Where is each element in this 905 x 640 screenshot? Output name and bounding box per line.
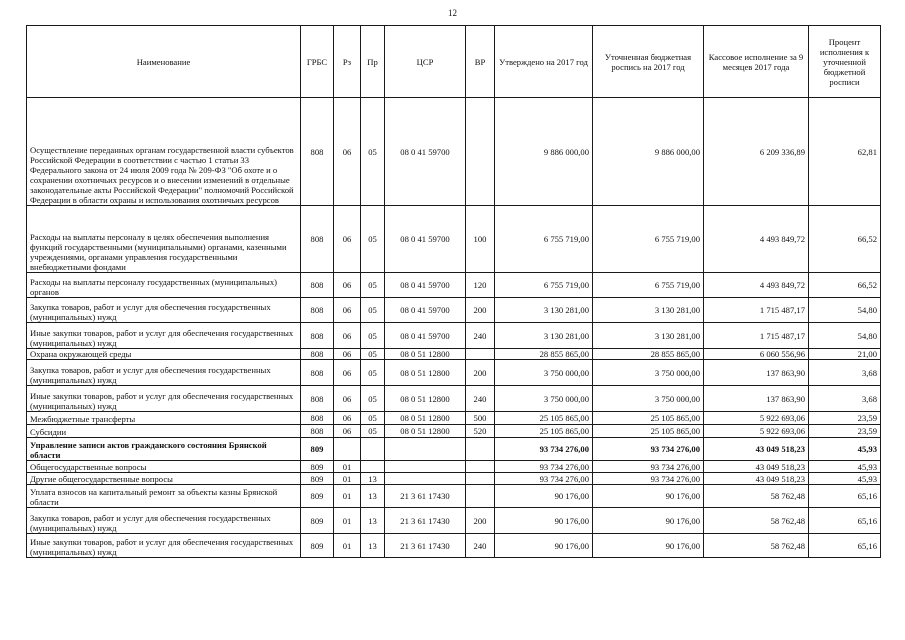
row-cash: 4 493 849,72 [704, 206, 809, 273]
row-pr [361, 438, 385, 461]
row-rz: 01 [334, 485, 361, 508]
row-vr [466, 461, 495, 473]
row-grbs: 809 [301, 485, 334, 508]
row-pr: 05 [361, 298, 385, 323]
row-rz: 06 [334, 425, 361, 438]
row-percent: 54,80 [809, 323, 881, 349]
row-name: Субсидии [27, 425, 301, 438]
row-pr: 05 [361, 273, 385, 298]
row-pr: 05 [361, 360, 385, 386]
row-pr: 05 [361, 98, 385, 206]
row-approved: 25 105 865,00 [495, 425, 593, 438]
table-row [27, 349, 881, 360]
row-percent: 23,59 [809, 425, 881, 438]
row-name: Иные закупки товаров, работ и услуг для обеспечения государственных (муниципальных) нужд [27, 534, 301, 558]
row-percent: 45,93 [809, 461, 881, 473]
row-grbs: 808 [301, 349, 334, 360]
row-approved: 6 755 719,00 [495, 206, 593, 273]
table-row [27, 206, 881, 273]
row-approved: 3 130 281,00 [495, 323, 593, 349]
header-name: Наименование [27, 26, 301, 98]
row-csr: 21 3 61 17430 [385, 485, 466, 508]
row-percent: 62,81 [809, 98, 881, 206]
row-approved: 6 755 719,00 [495, 273, 593, 298]
table-row [27, 98, 881, 206]
row-grbs: 808 [301, 98, 334, 206]
row-grbs: 808 [301, 323, 334, 349]
row-pr: 05 [361, 206, 385, 273]
page-number: 12 [448, 8, 457, 18]
row-approved: 28 855 865,00 [495, 349, 593, 360]
row-name: Межбюджетные трансферты [27, 412, 301, 425]
row-cash: 5 922 693,06 [704, 425, 809, 438]
header-cash: Кассовое исполнение за 9 месяцев 2017 года [704, 26, 809, 98]
row-refined: 3 130 281,00 [593, 323, 704, 349]
row-vr: 200 [466, 360, 495, 386]
row-csr [385, 473, 466, 485]
row-pr: 05 [361, 386, 385, 412]
row-approved: 93 734 276,00 [495, 473, 593, 485]
row-refined: 90 176,00 [593, 508, 704, 534]
row-csr: 08 0 51 12800 [385, 412, 466, 425]
row-approved: 90 176,00 [495, 508, 593, 534]
row-vr: 520 [466, 425, 495, 438]
row-approved: 3 750 000,00 [495, 386, 593, 412]
row-pr: 13 [361, 534, 385, 558]
row-vr: 240 [466, 323, 495, 349]
row-rz: 06 [334, 98, 361, 206]
header-approved: Утверждено на 2017 год [495, 26, 593, 98]
table-row [27, 360, 881, 386]
row-grbs: 809 [301, 438, 334, 461]
row-grbs: 808 [301, 273, 334, 298]
row-pr: 13 [361, 473, 385, 485]
row-rz: 06 [334, 412, 361, 425]
row-pr: 13 [361, 508, 385, 534]
row-cash: 58 762,48 [704, 485, 809, 508]
row-refined: 28 855 865,00 [593, 349, 704, 360]
row-rz: 01 [334, 461, 361, 473]
row-cash: 137 863,90 [704, 360, 809, 386]
row-refined: 6 755 719,00 [593, 273, 704, 298]
header-rz: Рз [334, 26, 361, 98]
row-name: Закупка товаров, работ и услуг для обеспечения государственных (муниципальных) нужд [27, 298, 301, 323]
row-vr: 120 [466, 273, 495, 298]
row-csr: 21 3 61 17430 [385, 534, 466, 558]
row-cash: 1 715 487,17 [704, 298, 809, 323]
row-approved: 93 734 276,00 [495, 438, 593, 461]
row-refined: 90 176,00 [593, 485, 704, 508]
row-grbs: 808 [301, 298, 334, 323]
row-rz: 06 [334, 273, 361, 298]
table-row [27, 386, 881, 412]
row-name: Иные закупки товаров, работ и услуг для обеспечения государственных (муниципальных) нужд [27, 323, 301, 349]
table-row [27, 298, 881, 323]
row-cash: 1 715 487,17 [704, 323, 809, 349]
row-name: Расходы на выплаты персоналу в целях обеспечения выполнения функций государственными (муниципальными) органами, казенными учреждениями, органами управления государственными внебюджетными фондами [27, 206, 301, 273]
row-grbs: 808 [301, 206, 334, 273]
row-percent: 65,16 [809, 508, 881, 534]
table-row [27, 425, 881, 438]
row-refined: 93 734 276,00 [593, 473, 704, 485]
row-csr [385, 438, 466, 461]
row-name: Охрана окружающей среды [27, 349, 301, 360]
row-percent: 3,68 [809, 386, 881, 412]
row-approved: 3 130 281,00 [495, 298, 593, 323]
table-row [27, 323, 881, 349]
header-csr: ЦСР [385, 26, 466, 98]
row-cash: 43 049 518,23 [704, 473, 809, 485]
row-cash: 43 049 518,23 [704, 438, 809, 461]
row-rz: 06 [334, 386, 361, 412]
row-refined: 6 755 719,00 [593, 206, 704, 273]
row-rz: 06 [334, 206, 361, 273]
row-approved: 93 734 276,00 [495, 461, 593, 473]
row-refined: 93 734 276,00 [593, 461, 704, 473]
row-rz: 06 [334, 298, 361, 323]
row-csr: 08 0 41 59700 [385, 298, 466, 323]
row-pr [361, 461, 385, 473]
row-name: Общегосударственные вопросы [27, 461, 301, 473]
table-row [27, 273, 881, 298]
row-vr: 100 [466, 206, 495, 273]
row-cash: 43 049 518,23 [704, 461, 809, 473]
row-pr: 05 [361, 323, 385, 349]
row-csr: 08 0 51 12800 [385, 386, 466, 412]
row-cash: 137 863,90 [704, 386, 809, 412]
header-refined: Уточненная бюджетная роспись на 2017 год [593, 26, 704, 98]
row-cash: 5 922 693,06 [704, 412, 809, 425]
row-percent: 45,93 [809, 438, 881, 461]
row-rz: 06 [334, 349, 361, 360]
row-approved: 9 886 000,00 [495, 98, 593, 206]
row-vr: 500 [466, 412, 495, 425]
row-name: Расходы на выплаты персоналу государственных (муниципальных) органов [27, 273, 301, 298]
header-percent: Процент исполнения к уточненной бюджетной росписи [809, 26, 881, 98]
row-approved: 90 176,00 [495, 534, 593, 558]
row-grbs: 809 [301, 508, 334, 534]
header-pr: Пр [361, 26, 385, 98]
row-percent: 66,52 [809, 206, 881, 273]
row-grbs: 808 [301, 386, 334, 412]
table-body [27, 98, 881, 558]
row-cash: 6 060 556,96 [704, 349, 809, 360]
row-approved: 25 105 865,00 [495, 412, 593, 425]
row-pr: 13 [361, 485, 385, 508]
row-pr: 05 [361, 425, 385, 438]
header-grbs: ГРБС [301, 26, 334, 98]
table-row [27, 508, 881, 534]
row-grbs: 808 [301, 412, 334, 425]
row-vr: 200 [466, 298, 495, 323]
row-name: Закупка товаров, работ и услуг для обеспечения государственных (муниципальных) нужд [27, 508, 301, 534]
row-csr: 08 0 41 59700 [385, 323, 466, 349]
row-percent: 3,68 [809, 360, 881, 386]
table-row [27, 485, 881, 508]
row-approved: 3 750 000,00 [495, 360, 593, 386]
row-csr: 08 0 41 59700 [385, 206, 466, 273]
row-pr: 05 [361, 412, 385, 425]
row-vr [466, 349, 495, 360]
row-vr [466, 473, 495, 485]
row-grbs: 809 [301, 473, 334, 485]
table-row [27, 473, 881, 485]
row-csr: 08 0 41 59700 [385, 273, 466, 298]
row-csr [385, 461, 466, 473]
row-approved: 90 176,00 [495, 485, 593, 508]
row-percent: 21,00 [809, 349, 881, 360]
row-vr: 240 [466, 386, 495, 412]
row-cash: 58 762,48 [704, 508, 809, 534]
row-refined: 25 105 865,00 [593, 425, 704, 438]
row-percent: 54,80 [809, 298, 881, 323]
row-csr: 08 0 51 12800 [385, 349, 466, 360]
row-grbs: 808 [301, 360, 334, 386]
header-vr: ВР [466, 26, 495, 98]
row-rz: 06 [334, 323, 361, 349]
row-vr: 200 [466, 508, 495, 534]
row-cash: 58 762,48 [704, 534, 809, 558]
row-refined: 93 734 276,00 [593, 438, 704, 461]
row-csr: 21 3 61 17430 [385, 508, 466, 534]
row-csr: 08 0 41 59700 [385, 98, 466, 206]
row-csr: 08 0 51 12800 [385, 360, 466, 386]
row-percent: 23,59 [809, 412, 881, 425]
row-name: Управление записи актов гражданского состояния Брянской области [27, 438, 301, 461]
row-percent: 65,16 [809, 485, 881, 508]
budget-execution-table [26, 25, 881, 558]
row-rz: 01 [334, 473, 361, 485]
table-header-row [27, 26, 881, 98]
row-name: Другие общегосударственные вопросы [27, 473, 301, 485]
row-pr: 05 [361, 349, 385, 360]
row-grbs: 808 [301, 425, 334, 438]
row-rz: 01 [334, 508, 361, 534]
table-row [27, 438, 881, 461]
row-name: Закупка товаров, работ и услуг для обеспечения государственных (муниципальных) нужд [27, 360, 301, 386]
row-refined: 3 750 000,00 [593, 386, 704, 412]
row-percent: 45,93 [809, 473, 881, 485]
row-rz [334, 438, 361, 461]
row-vr: 240 [466, 534, 495, 558]
row-grbs: 809 [301, 534, 334, 558]
row-refined: 90 176,00 [593, 534, 704, 558]
row-name: Уплата взносов на капитальный ремонт за объекты казны Брянской области [27, 485, 301, 508]
row-vr [466, 98, 495, 206]
row-rz: 06 [334, 360, 361, 386]
row-vr [466, 438, 495, 461]
row-refined: 3 750 000,00 [593, 360, 704, 386]
row-cash: 4 493 849,72 [704, 273, 809, 298]
row-refined: 25 105 865,00 [593, 412, 704, 425]
table-row [27, 461, 881, 473]
table-row [27, 412, 881, 425]
row-percent: 66,52 [809, 273, 881, 298]
table-row [27, 534, 881, 558]
row-cash: 6 209 336,89 [704, 98, 809, 206]
row-name: Осуществление переданных органам государственной власти субъектов Российской Федерации в соответствии с частью 1 статьи 33 Федерального закона от 24 июля 2009 года № 209-ФЗ "Об охоте и о сохранении охотничьих ресурсов и о внесении изменений в отдельные законодательные акты Российской Федерации" полномочий Российской Федерации в области охраны и использования охотничьих ресурсов [27, 98, 301, 206]
row-refined: 9 886 000,00 [593, 98, 704, 206]
row-name: Иные закупки товаров, работ и услуг для обеспечения государственных (муниципальных) нужд [27, 386, 301, 412]
row-refined: 3 130 281,00 [593, 298, 704, 323]
row-rz: 01 [334, 534, 361, 558]
row-percent: 65,16 [809, 534, 881, 558]
row-vr [466, 485, 495, 508]
row-grbs: 809 [301, 461, 334, 473]
row-csr: 08 0 51 12800 [385, 425, 466, 438]
